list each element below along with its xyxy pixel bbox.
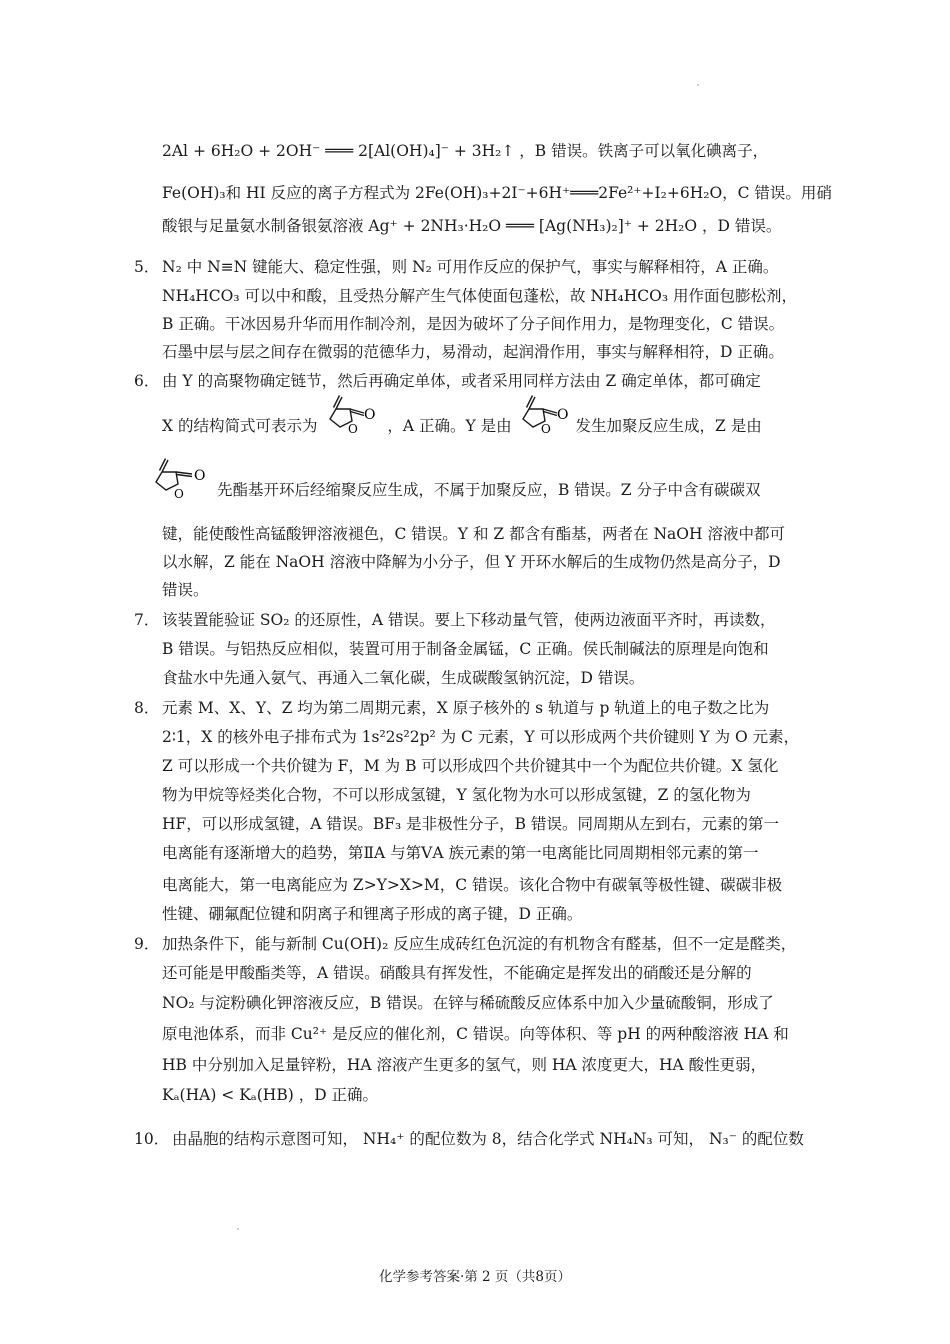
carbonyl-o: O (556, 407, 569, 423)
q7-line-1: 该装置能验证 SO₂ 的还原性，A 错误。要上下移动量气管，使两边液面平齐时，再读数， (162, 611, 776, 629)
q9-line-4: 原电池体系，而非 Cu²⁺ 是反应的催化剂，C 错误。向等体积、等 pH 的两种酸溶液 HA 和 (162, 1025, 789, 1043)
q6-text-y: ，A 正确。Y 是由 (387, 417, 512, 435)
q6-line-5: 以水解，Z 能在 NaOH 溶液中降解为小分子，但 Y 开环水解后的生成物仍然是高分子，D (162, 553, 781, 571)
q6-text-x: X 的结构简式可表示为 (162, 417, 318, 435)
lactone-structure-z (150, 452, 212, 500)
q10-number: 10． (134, 1130, 170, 1148)
q9-number: 9． (134, 935, 160, 953)
q6-line-3 (150, 468, 761, 500)
q6-line-1: 由 Y 的高聚物确定链节，然后再确定单体，或者采用同样方法由 Z 确定单体，都可确定 (162, 372, 761, 390)
q8-line-1: 元素 M、X、Y、Z 均为第二周期元素，X 原子核外的 s 轨道与 p 轨道上的电子数之比为 (162, 699, 770, 717)
q6-text-3: 先酯基开环后经缩聚反应生成，不属于加聚反应，B 错误。Z 分子中含有碳碳双 (216, 481, 761, 499)
q9-line-3: NO₂ 与淀粉碘化钾溶液反应，B 错误。在锌与稀硫酸反应体系中加入少量硫酸铜，形成了 (162, 994, 774, 1012)
scan-dot (237, 1228, 239, 1230)
q10-line-1: 由晶胞的结构示意图可知， NH₄⁺ 的配位数为 8，结合化学式 NH₄N₃ 可知， N₃⁻ 的配位数 (172, 1130, 804, 1148)
q5-line-4: 石墨中层与层之间存在微弱的范德华力，易滑动，起润滑作用，事实与解释相符，D 正确。 (162, 343, 784, 361)
lactone-structure-y (517, 391, 571, 435)
q4-line-1: 2Al + 6H₂O + 2OH⁻ ═══ 2[Al(OH)₄]⁻ + 3H₂↑ ，B 错误。铁离子可以氧化碘离子， (162, 142, 769, 160)
lactone-structure-x (322, 391, 382, 435)
q6-line-6: 错误。 (162, 581, 209, 599)
q4-line-3: 酸银与足量氨水制备银氨溶液 Ag⁺ + 2NH₃·H₂O ═══ [Ag(NH₃)₂]⁺ + 2H₂O ，D 错误。 (162, 217, 782, 235)
q4-line-2: Fe(OH)₃和 HI 反应的离子方程式为 2Fe(OH)₃+2I⁻+6H⁺═══2Fe²⁺+I₂+6H₂O，C 错误。用硝 (162, 184, 832, 202)
ring-o: O (540, 422, 551, 435)
q9-line-6: Kₐ(HA) < Kₐ(HB) ，D 正确。 (162, 1086, 379, 1104)
q7-line-3: 食盐水中先通入氨气、再通入二氧化碳，生成碳酸氢钠沉淀，D 错误。 (162, 669, 645, 687)
q9-line-2: 还可能是甲酸酯类等，A 错误。硝酸具有挥发性，不能确定是挥发出的硝酸还是分解的 (162, 964, 752, 982)
q8-line-2: 2∶1，X 的核外电子排布式为 1s²2s²2p² 为 C 元素，Y 可以形成两个共价键则 Y 为 O 元素， (162, 728, 800, 746)
q8-line-4: 物为甲烷等烃类化合物，不可以形成氢键，Y 氢化物为水可以形成氢键，Z 的氢化物为 (162, 786, 751, 804)
q8-line-7: 电离能大，第一电离能应为 Z>Y>X>M，C 错误。该化合物中有碳氧等极性键、碳碳非极 (162, 876, 783, 894)
q8-line-6: 电离能有逐渐增大的趋势，第ⅡA 与第ⅤA 族元素的第一电离能比同周期相邻元素的第一 (162, 844, 759, 862)
q9-line-5: HB 中分别加入足量锌粉，HA 溶液产生更多的氢气，则 HA 浓度更大，HA 酸性更弱， (162, 1056, 767, 1074)
carbonyl-o: O (364, 407, 376, 423)
q7-line-2: B 错误。与铝热反应相似，装置可用于制备金属锰，C 正确。侯氏制碱法的原理是向饱和 (162, 640, 769, 658)
q6-line-2 (162, 407, 762, 436)
q8-line-3: Z 可以形成一个共价键为 F，M 为 B 可以形成四个共价键其中一个为配位共价键。X 氢化 (162, 757, 779, 775)
q5-number: 5． (134, 258, 160, 276)
ring-o: O (174, 487, 184, 500)
q6-text-z: 发生加聚反应生成，Z 是由 (575, 417, 762, 435)
q5-line-3: B 正确。干冰因易升华而用作制冷剂，是因为破坏了分子间作用力，是物理变化，C 错误。 (162, 315, 785, 333)
q5-line-2: NH₄HCO₃ 可以中和酸，且受热分解产生气体使面包蓬松，故 NH₄HCO₃ 用作面包膨松剂， (162, 287, 797, 305)
q8-number: 8． (134, 699, 160, 717)
q6-number: 6． (134, 372, 160, 390)
q5-line-1: N₂ 中 N≡N 键能大、稳定性强，则 N₂ 可用作反应的保护气，事实与解释相符，A 正确。 (162, 258, 779, 276)
carbonyl-o: O (194, 468, 206, 484)
q8-line-8: 性键、硼氟配位键和阴离子和锂离子形成的离子键，D 正确。 (162, 905, 583, 923)
q9-line-1: 加热条件下，能与新制 Cu(OH)₂ 反应生成砖红色沉淀的有机物含有醛基，但不一定是醛类， (162, 935, 797, 953)
page-footer: 化学参考答案·第 2 页（共8页） (378, 1269, 572, 1285)
q7-number: 7． (134, 611, 160, 629)
q6-line-4: 键，能使酸性高锰酸钾溶液褪色，C 错误。Y 和 Z 都含有酯基，两者在 NaOH 溶液中都可 (162, 525, 785, 543)
q8-line-5: HF，可以形成氢键，A 错误。BF₃ 是非极性分子，B 错误。同周期从左到右，元素的第一 (162, 815, 779, 833)
ring-o: O (348, 422, 359, 435)
scan-dot (697, 84, 699, 86)
